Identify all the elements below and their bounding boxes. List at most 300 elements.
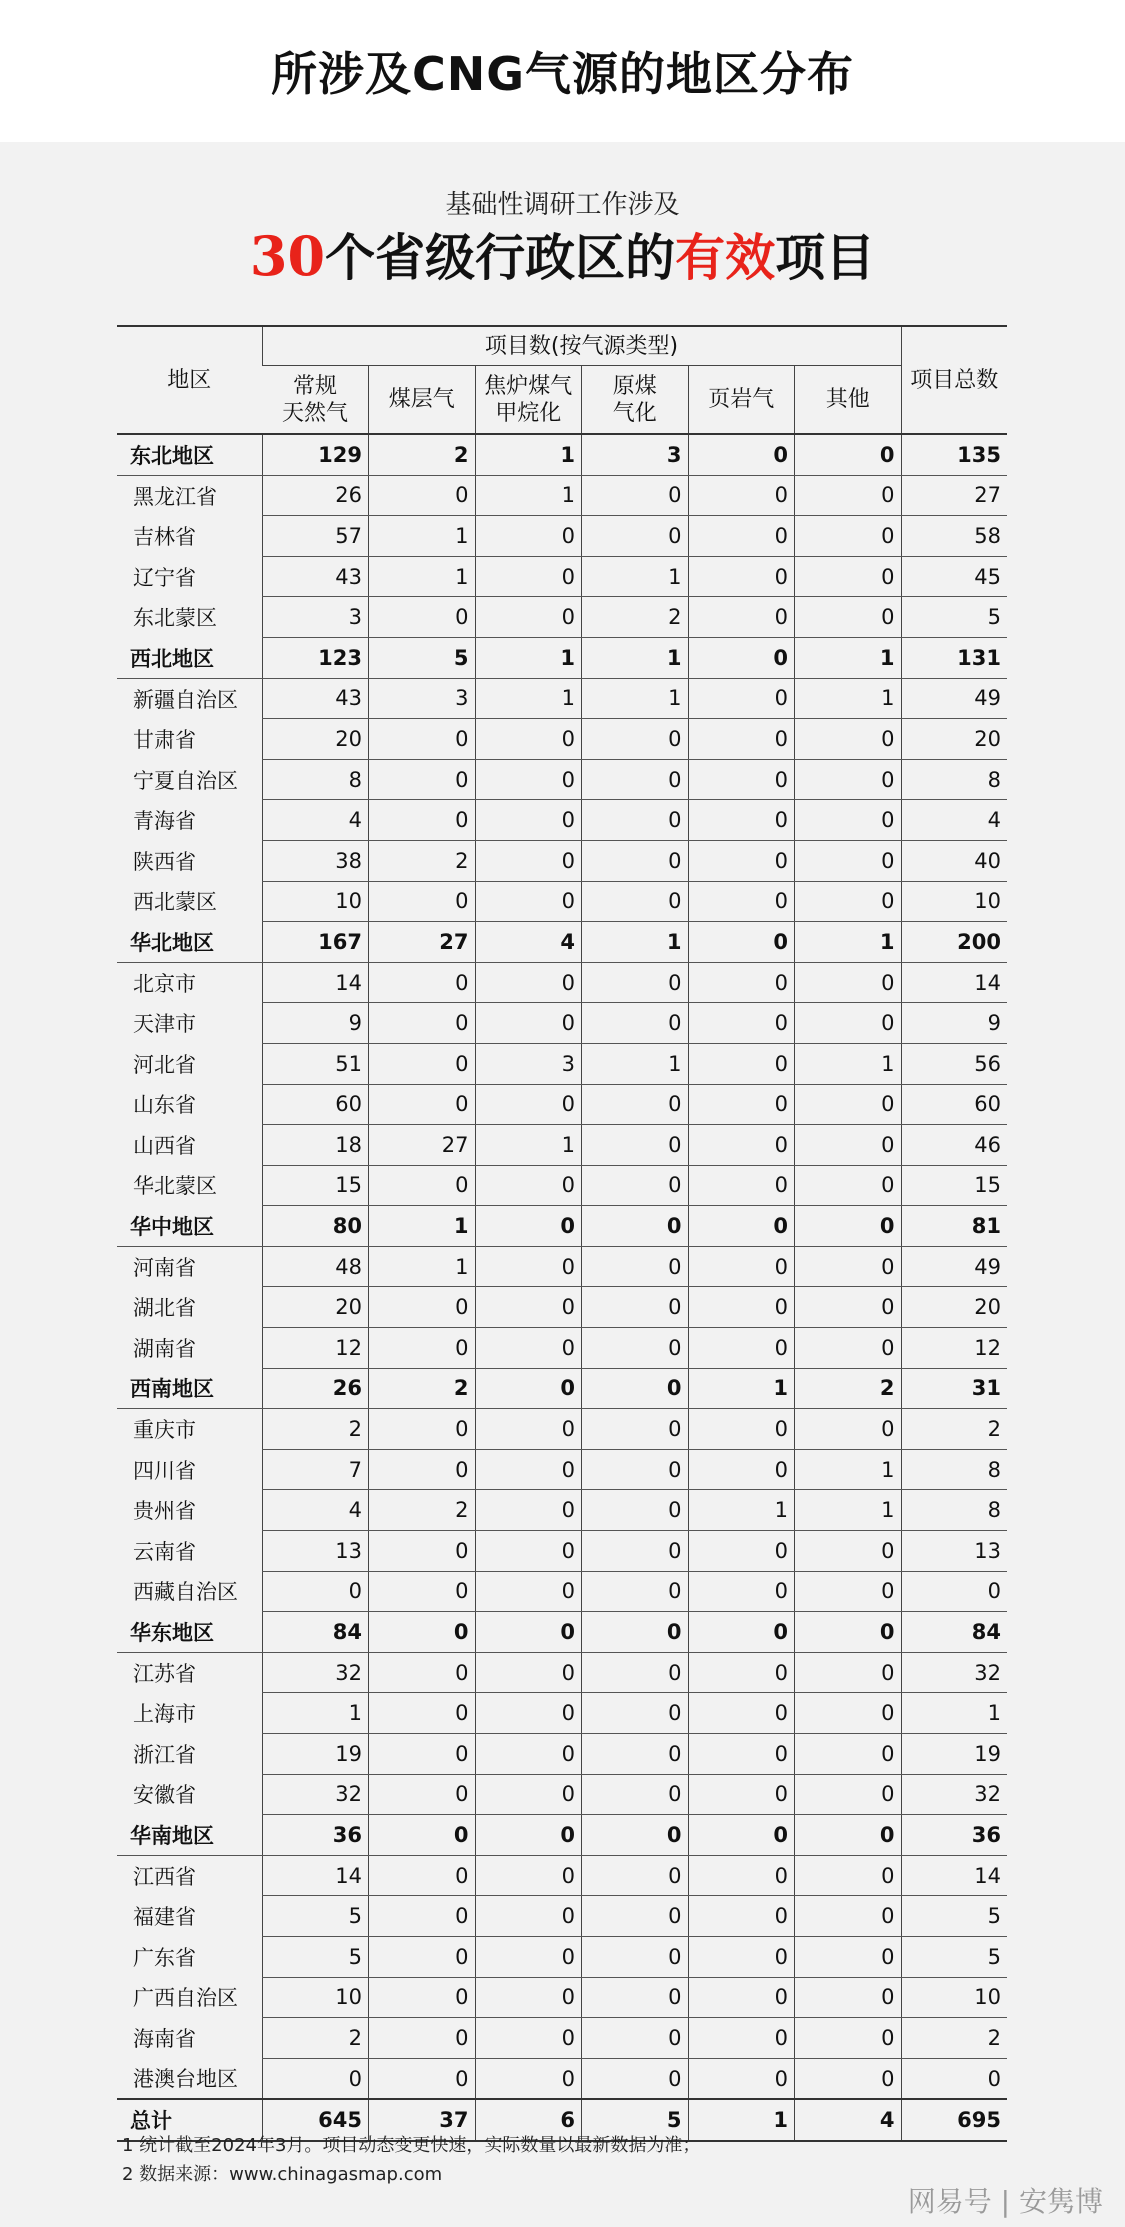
row-value: 0 <box>795 1328 902 1369</box>
row-value: 1 <box>795 1490 902 1531</box>
row-value: 0 <box>369 1165 476 1206</box>
row-name: 宁夏自治区 <box>133 768 238 793</box>
row-value: 36 <box>262 1815 369 1856</box>
row-value: 0 <box>795 1896 902 1937</box>
row-value: 0 <box>688 962 795 1003</box>
row-value: 0 <box>475 1246 582 1287</box>
row-value: 0 <box>369 962 476 1003</box>
province-row <box>117 516 1007 557</box>
row-value: 0 <box>475 1571 582 1612</box>
row-value: 2 <box>369 434 476 475</box>
row-value: 0 <box>475 1287 582 1328</box>
row-value: 0 <box>369 1815 476 1856</box>
row-value: 0 <box>688 1246 795 1287</box>
row-value: 0 <box>582 1246 689 1287</box>
row-value: 0 <box>475 1815 582 1856</box>
row-total: 1 <box>901 1693 1007 1734</box>
row-value: 0 <box>475 881 582 922</box>
row-value: 4 <box>262 800 369 841</box>
row-value: 19 <box>262 1734 369 1775</box>
row-value: 0 <box>688 2058 795 2099</box>
row-value: 0 <box>369 1287 476 1328</box>
row-value: 51 <box>262 1043 369 1084</box>
row-name: 东北蒙区 <box>133 606 217 631</box>
province-row <box>117 556 1007 597</box>
row-value: 0 <box>369 881 476 922</box>
row-value: 1 <box>582 637 689 678</box>
row-value: 0 <box>475 2018 582 2059</box>
row-total: 2 <box>901 1409 1007 1450</box>
row-value: 0 <box>582 1936 689 1977</box>
province-row <box>117 1774 1007 1815</box>
row-value: 0 <box>688 1531 795 1572</box>
row-value: 20 <box>262 1287 369 1328</box>
row-value: 0 <box>475 1490 582 1531</box>
row-total: 13 <box>901 1531 1007 1572</box>
row-value: 26 <box>262 475 369 516</box>
row-value: 0 <box>688 556 795 597</box>
row-total: 200 <box>901 922 1007 963</box>
row-value: 3 <box>262 597 369 638</box>
row-value: 0 <box>582 2058 689 2099</box>
row-value: 1 <box>582 678 689 719</box>
province-row <box>117 1936 1007 1977</box>
row-value: 0 <box>582 1571 689 1612</box>
row-value: 1 <box>475 637 582 678</box>
row-value: 0 <box>795 1734 902 1775</box>
row-value: 57 <box>262 516 369 557</box>
province-row <box>117 1003 1007 1044</box>
row-value: 1 <box>262 1693 369 1734</box>
row-total: 46 <box>901 1125 1007 1166</box>
row-value: 10 <box>262 1977 369 2018</box>
row-value: 0 <box>582 1287 689 1328</box>
row-value: 0 <box>475 800 582 841</box>
row-value: 0 <box>582 881 689 922</box>
row-value: 1 <box>795 1449 902 1490</box>
row-name: 山东省 <box>133 1093 196 1118</box>
row-value: 1 <box>369 556 476 597</box>
row-value: 0 <box>369 2058 476 2099</box>
row-value: 0 <box>475 962 582 1003</box>
row-value: 0 <box>582 516 689 557</box>
row-value: 0 <box>582 1612 689 1653</box>
row-value: 1 <box>688 1368 795 1409</box>
row-name: 安徽省 <box>133 1783 196 1808</box>
province-row <box>117 1328 1007 1369</box>
province-row <box>117 1490 1007 1531</box>
row-value: 0 <box>582 1531 689 1572</box>
row-value: 0 <box>369 1328 476 1369</box>
row-total: 5 <box>901 1936 1007 1977</box>
row-name: 山西省 <box>133 1133 196 1158</box>
row-value: 0 <box>688 1612 795 1653</box>
row-value: 0 <box>369 1084 476 1125</box>
province-row <box>117 1896 1007 1937</box>
row-value: 2 <box>369 1490 476 1531</box>
row-value: 0 <box>582 1328 689 1369</box>
row-total: 15 <box>901 1165 1007 1206</box>
row-value: 0 <box>369 1612 476 1653</box>
row-value: 0 <box>582 1165 689 1206</box>
headline-number: 30 <box>249 224 326 288</box>
header-coal-gasification: 原煤 气化 <box>582 366 689 435</box>
row-value: 0 <box>795 1003 902 1044</box>
row-total: 5 <box>901 597 1007 638</box>
row-value: 0 <box>688 1084 795 1125</box>
row-value: 0 <box>795 1531 902 1572</box>
province-row <box>117 597 1007 638</box>
row-value: 12 <box>262 1328 369 1369</box>
row-value: 0 <box>795 1206 902 1247</box>
row-value: 0 <box>369 1571 476 1612</box>
row-value: 1 <box>795 637 902 678</box>
row-value: 20 <box>262 719 369 760</box>
row-total: 45 <box>901 556 1007 597</box>
row-name: 吉林省 <box>133 524 196 549</box>
row-total: 81 <box>901 1206 1007 1247</box>
region-row <box>117 1368 1007 1409</box>
row-name: 陕西省 <box>133 849 196 874</box>
table-body <box>117 434 1007 2141</box>
row-value: 0 <box>795 1125 902 1166</box>
row-total: 20 <box>901 719 1007 760</box>
row-value: 0 <box>475 1612 582 1653</box>
row-value: 0 <box>475 1936 582 1977</box>
row-name: 河北省 <box>133 1052 196 1077</box>
row-name: 湖北省 <box>133 1296 196 1321</box>
row-total: 131 <box>901 637 1007 678</box>
row-value: 0 <box>688 1449 795 1490</box>
row-total: 84 <box>901 1612 1007 1653</box>
province-row <box>117 800 1007 841</box>
row-value: 0 <box>795 2018 902 2059</box>
watermark: 网易号 | 安隽博 <box>907 2185 1103 2218</box>
project-distribution-table <box>117 325 1007 2142</box>
row-value: 0 <box>369 1774 476 1815</box>
row-value: 1 <box>369 1206 476 1247</box>
total-value: 645 <box>262 2099 369 2141</box>
row-name: 华南地区 <box>117 1815 262 1856</box>
row-value: 4 <box>475 922 582 963</box>
province-row <box>117 2058 1007 2099</box>
row-value: 1 <box>369 516 476 557</box>
row-value: 2 <box>262 2018 369 2059</box>
row-value: 0 <box>795 1977 902 2018</box>
row-value: 27 <box>369 1125 476 1166</box>
total-value: 6 <box>475 2099 582 2141</box>
row-value: 0 <box>795 1165 902 1206</box>
row-value: 0 <box>688 1855 795 1896</box>
row-value: 0 <box>688 1043 795 1084</box>
page-title: 所涉及CNG气源的地区分布 <box>270 47 854 101</box>
row-name: 北京市 <box>133 971 196 996</box>
row-value: 0 <box>369 800 476 841</box>
region-row <box>117 1206 1007 1247</box>
row-value: 14 <box>262 962 369 1003</box>
row-value: 3 <box>582 434 689 475</box>
total-label: 总计 <box>117 2099 262 2141</box>
row-value: 0 <box>475 1084 582 1125</box>
row-value: 0 <box>262 1571 369 1612</box>
header-coke-oven-gas: 焦炉煤气 甲烷化 <box>475 366 582 435</box>
row-value: 26 <box>262 1368 369 1409</box>
row-value: 0 <box>795 1246 902 1287</box>
row-value: 0 <box>475 1734 582 1775</box>
row-value: 0 <box>582 1815 689 1856</box>
row-value: 123 <box>262 637 369 678</box>
row-value: 0 <box>369 597 476 638</box>
row-value: 3 <box>369 678 476 719</box>
row-name: 甘肃省 <box>133 727 196 752</box>
row-value: 0 <box>582 1003 689 1044</box>
row-value: 0 <box>795 1815 902 1856</box>
header-region: 地区 <box>117 326 262 434</box>
row-value: 4 <box>262 1490 369 1531</box>
row-value: 0 <box>582 1409 689 1450</box>
row-value: 0 <box>582 475 689 516</box>
row-value: 0 <box>795 1693 902 1734</box>
row-value: 0 <box>369 1409 476 1450</box>
row-name: 湖南省 <box>133 1336 196 1361</box>
row-total: 5 <box>901 1896 1007 1937</box>
row-value: 0 <box>369 475 476 516</box>
row-value: 0 <box>795 759 902 800</box>
row-value: 0 <box>688 637 795 678</box>
row-value: 0 <box>369 2018 476 2059</box>
row-value: 1 <box>795 922 902 963</box>
row-value: 38 <box>262 840 369 881</box>
row-value: 0 <box>582 1734 689 1775</box>
header-coalbed-methane: 煤层气 <box>369 366 476 435</box>
province-row <box>117 1693 1007 1734</box>
row-value: 0 <box>582 1652 689 1693</box>
intro-headline <box>0 222 1125 292</box>
row-value: 0 <box>582 1490 689 1531</box>
row-total: 12 <box>901 1328 1007 1369</box>
row-value: 0 <box>475 1165 582 1206</box>
row-value: 27 <box>369 922 476 963</box>
row-value: 0 <box>475 1855 582 1896</box>
row-value: 3 <box>475 1043 582 1084</box>
row-value: 0 <box>795 556 902 597</box>
row-total: 0 <box>901 2058 1007 2099</box>
row-name: 华北蒙区 <box>133 1174 217 1199</box>
row-total: 58 <box>901 516 1007 557</box>
row-value: 0 <box>475 1449 582 1490</box>
row-total: 4 <box>901 800 1007 841</box>
row-name: 华北地区 <box>117 922 262 963</box>
total-value: 37 <box>369 2099 476 2141</box>
row-value: 5 <box>262 1936 369 1977</box>
row-value: 0 <box>582 800 689 841</box>
row-value: 0 <box>688 434 795 475</box>
row-value: 0 <box>475 1977 582 2018</box>
row-value: 0 <box>475 1774 582 1815</box>
row-name: 河南省 <box>133 1255 196 1280</box>
row-value: 2 <box>369 840 476 881</box>
region-row <box>117 1612 1007 1653</box>
row-value: 18 <box>262 1125 369 1166</box>
row-value: 0 <box>795 1571 902 1612</box>
row-name: 西藏自治区 <box>133 1580 238 1605</box>
row-value: 0 <box>688 1652 795 1693</box>
province-row <box>117 1855 1007 1896</box>
header-other: 其他 <box>795 366 902 435</box>
row-value: 1 <box>475 1125 582 1166</box>
row-value: 1 <box>475 475 582 516</box>
row-total: 60 <box>901 1084 1007 1125</box>
row-total: 36 <box>901 1815 1007 1856</box>
row-name: 华东地区 <box>117 1612 262 1653</box>
row-value: 0 <box>369 1531 476 1572</box>
province-row <box>117 475 1007 516</box>
row-total: 56 <box>901 1043 1007 1084</box>
table-header <box>117 326 1007 434</box>
row-value: 0 <box>795 597 902 638</box>
row-value: 0 <box>688 1936 795 1977</box>
row-value: 0 <box>688 2018 795 2059</box>
row-value: 0 <box>688 1977 795 2018</box>
row-value: 0 <box>688 1774 795 1815</box>
row-value: 84 <box>262 1612 369 1653</box>
row-name: 西北蒙区 <box>133 890 217 915</box>
province-row <box>117 1125 1007 1166</box>
province-row <box>117 1246 1007 1287</box>
row-value: 1 <box>795 678 902 719</box>
row-name: 重庆市 <box>133 1418 196 1443</box>
row-value: 0 <box>369 1003 476 1044</box>
row-value: 0 <box>582 1693 689 1734</box>
row-value: 0 <box>795 719 902 760</box>
row-name: 广西自治区 <box>133 1986 238 2011</box>
province-row <box>117 1652 1007 1693</box>
row-total: 31 <box>901 1368 1007 1409</box>
row-value: 8 <box>262 759 369 800</box>
row-value: 0 <box>475 1206 582 1247</box>
row-value: 0 <box>475 840 582 881</box>
row-value: 7 <box>262 1449 369 1490</box>
intro-subtitle: 基础性调研工作涉及 <box>445 190 680 220</box>
province-row <box>117 881 1007 922</box>
row-value: 43 <box>262 556 369 597</box>
row-value: 0 <box>688 840 795 881</box>
row-value: 14 <box>262 1855 369 1896</box>
row-value: 129 <box>262 434 369 475</box>
row-value: 0 <box>369 1043 476 1084</box>
province-row <box>117 1977 1007 2018</box>
row-total: 49 <box>901 678 1007 719</box>
row-name: 浙江省 <box>133 1742 196 1767</box>
row-value: 0 <box>582 840 689 881</box>
row-value: 0 <box>369 759 476 800</box>
row-value: 1 <box>582 1043 689 1084</box>
region-row <box>117 434 1007 475</box>
province-row <box>117 1084 1007 1125</box>
row-value: 60 <box>262 1084 369 1125</box>
row-value: 0 <box>688 1206 795 1247</box>
row-value: 0 <box>688 475 795 516</box>
headline-text-1: 个省级行政区的 <box>325 229 676 287</box>
row-value: 0 <box>688 881 795 922</box>
row-value: 0 <box>582 1855 689 1896</box>
row-value: 0 <box>795 881 902 922</box>
row-name: 东北地区 <box>117 434 262 475</box>
row-value: 15 <box>262 1165 369 1206</box>
row-total: 19 <box>901 1734 1007 1775</box>
row-value: 167 <box>262 922 369 963</box>
row-value: 0 <box>795 1774 902 1815</box>
row-value: 1 <box>795 1043 902 1084</box>
row-value: 0 <box>795 1652 902 1693</box>
row-value: 0 <box>795 434 902 475</box>
row-value: 2 <box>262 1409 369 1450</box>
row-value: 0 <box>688 1125 795 1166</box>
province-row <box>117 1734 1007 1775</box>
row-value: 0 <box>688 516 795 557</box>
row-total: 10 <box>901 881 1007 922</box>
row-total: 32 <box>901 1652 1007 1693</box>
row-name: 天津市 <box>133 1012 196 1037</box>
row-value: 0 <box>795 475 902 516</box>
row-value: 2 <box>582 597 689 638</box>
row-name: 新疆自治区 <box>133 687 238 712</box>
province-row <box>117 2018 1007 2059</box>
row-total: 14 <box>901 1855 1007 1896</box>
row-value: 0 <box>582 1977 689 2018</box>
row-name: 港澳台地区 <box>133 2067 238 2092</box>
row-value: 0 <box>688 1571 795 1612</box>
row-value: 0 <box>688 1165 795 1206</box>
region-row <box>117 637 1007 678</box>
row-value: 2 <box>369 1368 476 1409</box>
row-name: 广东省 <box>133 1945 196 1970</box>
row-value: 0 <box>688 922 795 963</box>
province-row <box>117 719 1007 760</box>
row-value: 1 <box>475 678 582 719</box>
row-value: 0 <box>795 516 902 557</box>
province-row <box>117 759 1007 800</box>
row-name: 华中地区 <box>117 1206 262 1247</box>
row-value: 43 <box>262 678 369 719</box>
row-value: 32 <box>262 1774 369 1815</box>
province-row <box>117 1409 1007 1450</box>
row-value: 0 <box>795 1409 902 1450</box>
row-value: 0 <box>582 1368 689 1409</box>
province-row <box>117 1449 1007 1490</box>
row-name: 海南省 <box>133 2026 196 2051</box>
row-value: 0 <box>582 1125 689 1166</box>
row-value: 0 <box>795 1084 902 1125</box>
province-row <box>117 1571 1007 1612</box>
province-row <box>117 678 1007 719</box>
row-value: 0 <box>475 1531 582 1572</box>
row-value: 0 <box>688 678 795 719</box>
total-value: 5 <box>582 2099 689 2141</box>
row-value: 0 <box>475 556 582 597</box>
row-value: 0 <box>475 1328 582 1369</box>
footnotes <box>122 2131 700 2189</box>
row-value: 0 <box>582 1084 689 1125</box>
row-value: 0 <box>369 1734 476 1775</box>
row-value: 1 <box>475 434 582 475</box>
row-name: 福建省 <box>133 1905 196 1930</box>
row-value: 80 <box>262 1206 369 1247</box>
row-value: 0 <box>369 1936 476 1977</box>
row-value: 48 <box>262 1246 369 1287</box>
province-row <box>117 1531 1007 1572</box>
row-total: 27 <box>901 475 1007 516</box>
